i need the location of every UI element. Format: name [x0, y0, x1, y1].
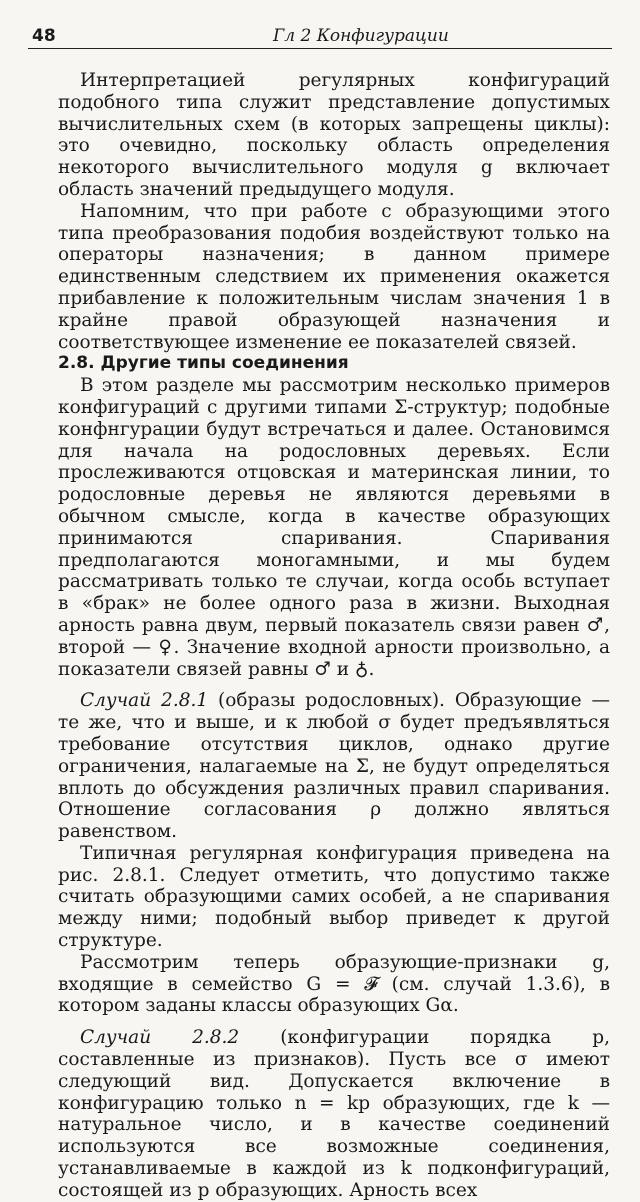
- paragraph-6: Рассмотрим теперь образующие-признаки g, входящие в семейство G = 𝓕 (см. случай 1.3.6), в котором заданы классы образующих Gα.: [58, 951, 610, 1017]
- section-title: 2.8. Другие типы соединения: [58, 353, 349, 374]
- page-header: [28, 26, 612, 49]
- paragraph-7-text: (конфигурации порядка p, составленные из признаков). Пусть все σ имеют следующий вид. Допускается включение в конфигурацию только n = kp образующих, где k — натуральное число, и в качестве соединений используются все возможные соединения, устанавливаемые в каждой из k подконфигураций, состоящей из p образующих. Арность всех: [58, 1027, 610, 1201]
- case-label-2-8-1: Случай 2.8.1: [80, 690, 209, 712]
- page-body: [58, 70, 610, 1202]
- page-number: 48: [32, 26, 56, 46]
- paragraph-4: [58, 690, 610, 843]
- paragraph-2: Напомним, что при работе с образующими этого типа преобразования подобия воздействуют только на операторы назначения; в данном примере единственным следствием их применения окажется прибавление к положительным числам значения 1 в крайне правой образующей назначения и соответствующее изменение ее показателей связей.: [58, 200, 610, 353]
- running-head: Гл 2 Конфигурации: [273, 26, 449, 46]
- paragraph-3: В этом разделе мы рассмотрим несколько примеров конфигураций с другими типами Σ-структур; подобные конфнгурации будут встречаться и далее. Остановимся для начала на родословных деревьях. Если прослеживаются отцовская и материнская линии, то родословные деревья не являются деревьями в обычном смысле, когда в качестве образующих принимаются спаривания. Спаривания предполагаются моногамными, и мы будем рассматривать только те случаи, когда особь вступает в «брак» не более одного раза в жизни. Выходная арность равна двум, первый показатель связи равен ♂, второй — ♀. Значение входной арности произвольно, а показатели связей равны ♂ и ♁.: [58, 375, 610, 680]
- paragraph-7: [58, 1027, 610, 1201]
- paragraph-4-text: (образы родословных). Образующие — те же, что и выше, и к любой σ будет предъявляться требование отсутствия циклов, однако другие ограничения, налагаемые на Σ, не будут определяться вплоть до обсуждения различных правил спаривания. Отношение согласования ρ должно являться равенством.: [58, 690, 610, 843]
- case-label-2-8-2: Случай 2.8.2: [80, 1027, 240, 1049]
- paragraph-1: Интерпретацией регулярных конфигураций подобного типа служит представление допустимых вычислительных схем (в которых запрещены циклы): это очевидно, поскольку область определения некоторого вычислительного модуля g включает область значений предыдущего модуля.: [58, 70, 610, 200]
- paragraph-5: Типичная регулярная конфигурация приведена на рис. 2.8.1. Следует отметить, что допустимо также считать образующими самих особей, а не спаривания между ними; подобный выбор приведет к другой структуре.: [58, 842, 610, 952]
